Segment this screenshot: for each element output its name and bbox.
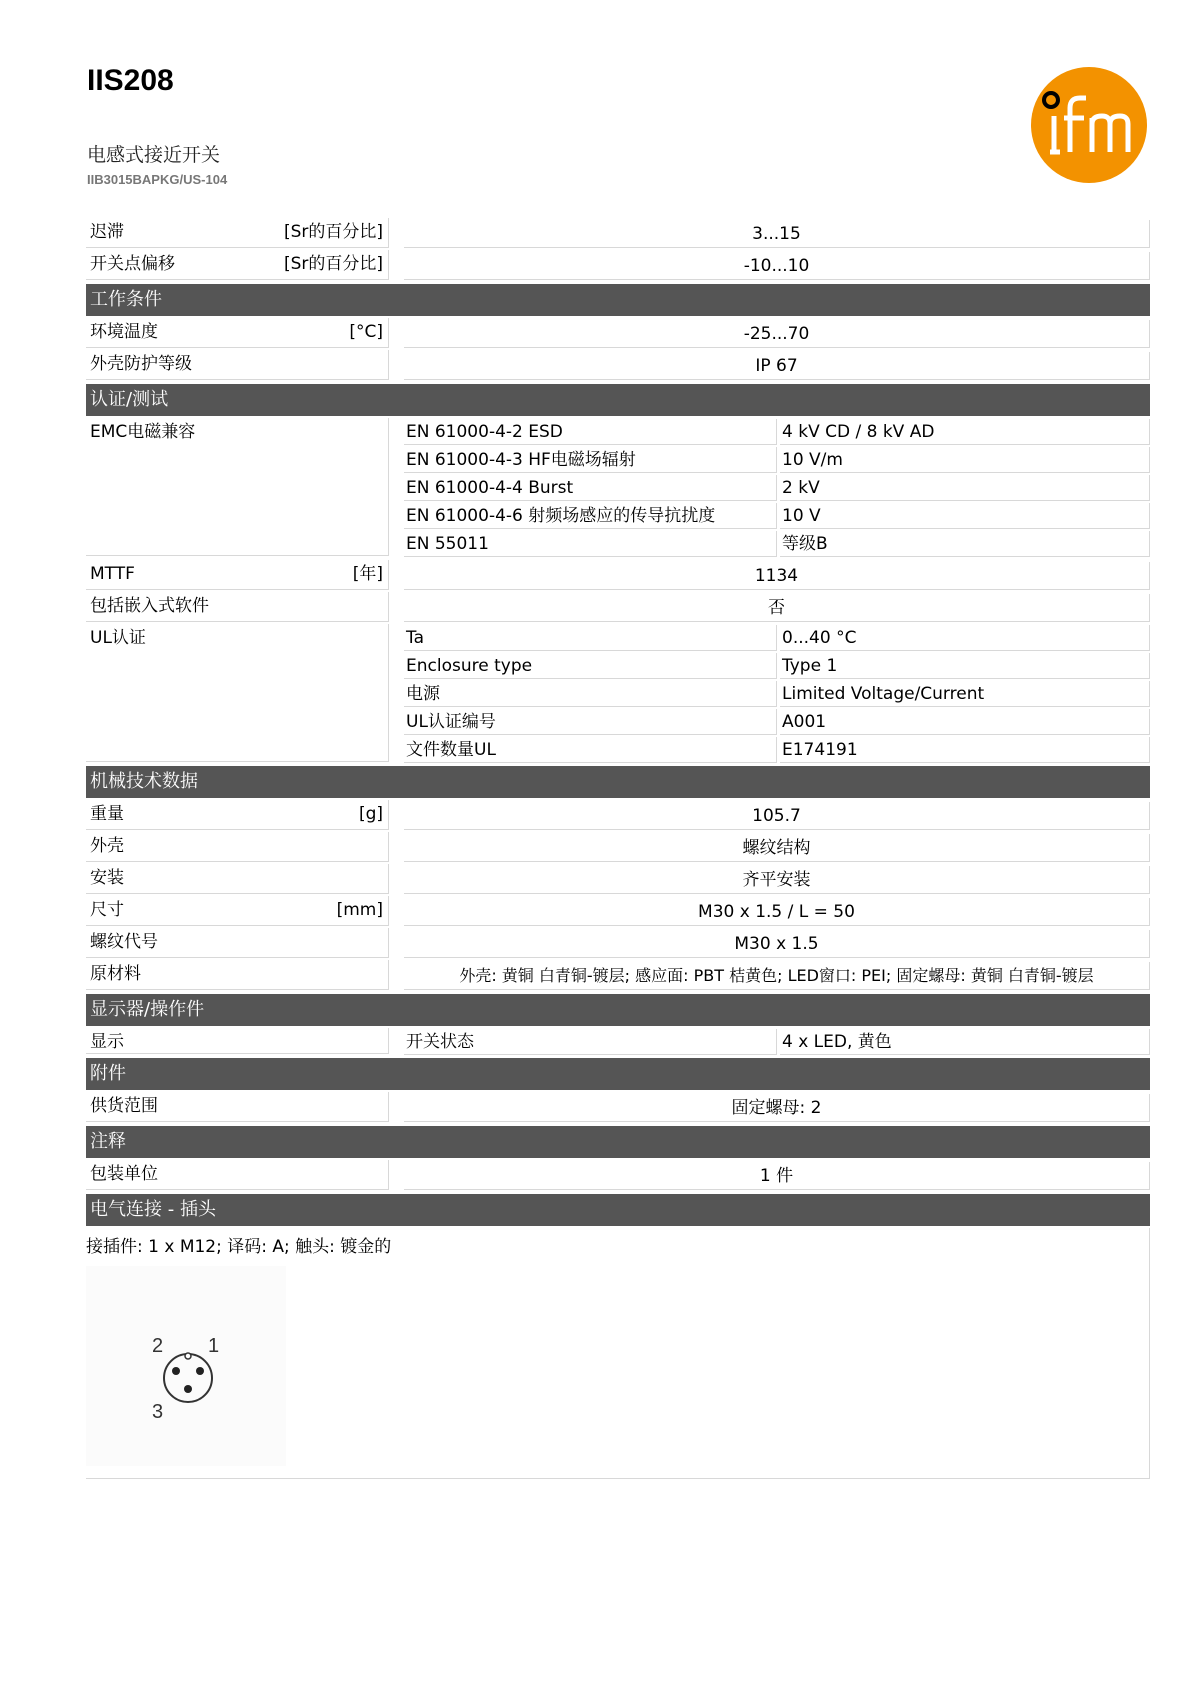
row-label: 螺纹代号 bbox=[90, 932, 158, 952]
pin-label: 3 bbox=[152, 1401, 164, 1423]
m12-connector-icon bbox=[86, 1266, 286, 1466]
sub-value: E174191 bbox=[780, 737, 1150, 763]
row-label: MTTF bbox=[90, 564, 135, 584]
sub-key: EN 61000-4-2 ESD bbox=[404, 419, 777, 445]
sub-value: 0...40 °C bbox=[780, 625, 1150, 651]
group-label: UL认证 bbox=[86, 624, 389, 762]
row-label: 外壳 bbox=[90, 836, 124, 856]
sub-row bbox=[404, 418, 1150, 446]
row-value: 否 bbox=[404, 594, 1150, 622]
row-unit: [g] bbox=[358, 804, 383, 824]
sub-row bbox=[404, 708, 1150, 736]
sub-key: EN 61000-4-4 Burst bbox=[404, 475, 777, 501]
section-remarks: 注释 bbox=[86, 1126, 1150, 1158]
group-label: EMC电磁兼容 bbox=[86, 418, 389, 556]
spec-row-scope-of-delivery bbox=[86, 1092, 1150, 1124]
row-value: M30 x 1.5 / L = 50 bbox=[404, 898, 1150, 926]
sub-key: Enclosure type bbox=[404, 653, 777, 679]
row-label: 原材料 bbox=[90, 964, 141, 984]
spec-row-packaging bbox=[86, 1160, 1150, 1192]
row-value: -25...70 bbox=[404, 320, 1150, 348]
sub-key: EN 61000-4-6 射频场感应的传导抗扰度 bbox=[404, 503, 777, 529]
spec-group-emc bbox=[86, 418, 1150, 558]
row-unit: [mm] bbox=[336, 900, 383, 920]
section-approvals: 认证/测试 bbox=[86, 384, 1150, 416]
section-electrical-connection: 电气连接 - 插头 bbox=[86, 1194, 1150, 1226]
ifm-logo bbox=[1030, 66, 1148, 184]
row-label: 包装单位 bbox=[90, 1164, 158, 1184]
spec-row-dimensions bbox=[86, 896, 1150, 928]
spec-row-embedded-software bbox=[86, 592, 1150, 624]
connection-box bbox=[86, 1228, 1150, 1479]
row-unit: [年] bbox=[352, 564, 383, 584]
row-value: 外壳: 黄铜 白青铜-镀层; 感应面: PBT 桔黄色; LED窗口: PEI; 固定螺母: 黄铜 白青铜-镀层 bbox=[404, 962, 1150, 990]
row-value: 1 件 bbox=[404, 1162, 1150, 1190]
article-number: IIB3015BAPKG/US-104 bbox=[87, 172, 228, 187]
row-value: 105.7 bbox=[404, 802, 1150, 830]
spec-row-materials bbox=[86, 960, 1150, 992]
spec-row-switch-offset bbox=[86, 250, 1150, 282]
row-value: 固定螺母: 2 bbox=[404, 1094, 1150, 1122]
sub-value: Type 1 bbox=[780, 653, 1150, 679]
product-title: IIS208 bbox=[87, 64, 174, 97]
spec-group-display bbox=[86, 1028, 1150, 1056]
sub-row bbox=[404, 1028, 1150, 1056]
sub-value: Limited Voltage/Current bbox=[780, 681, 1150, 707]
product-subtitle: 电感式接近开关 bbox=[87, 144, 221, 166]
row-label: 迟滞 bbox=[90, 222, 124, 242]
sub-row bbox=[404, 446, 1150, 474]
connector-pinout-diagram bbox=[86, 1266, 286, 1466]
sub-row bbox=[404, 680, 1150, 708]
spec-row-hysteresis bbox=[86, 218, 1150, 250]
row-unit: [Sr的百分比] bbox=[283, 222, 383, 242]
row-label: 尺寸 bbox=[90, 900, 124, 920]
row-value: 3...15 bbox=[404, 220, 1150, 248]
group-label: 显示 bbox=[86, 1028, 389, 1054]
section-accessories: 附件 bbox=[86, 1058, 1150, 1090]
sub-row bbox=[404, 624, 1150, 652]
spec-row-thread bbox=[86, 928, 1150, 960]
row-label: 开关点偏移 bbox=[90, 254, 175, 274]
row-unit: [Sr的百分比] bbox=[283, 254, 383, 274]
spec-row-weight bbox=[86, 800, 1150, 832]
row-label: 重量 bbox=[90, 804, 124, 824]
sub-key: 文件数量UL bbox=[404, 737, 777, 763]
spec-row-mttf bbox=[86, 560, 1150, 592]
sub-key: Ta bbox=[404, 625, 777, 651]
row-label: 供货范围 bbox=[90, 1096, 158, 1116]
pin-label: 2 bbox=[152, 1335, 164, 1357]
section-display: 显示器/操作件 bbox=[86, 994, 1150, 1026]
row-value: -10...10 bbox=[404, 252, 1150, 280]
sub-row bbox=[404, 530, 1150, 558]
sub-value: 等级B bbox=[780, 531, 1150, 557]
row-label: 包括嵌入式软件 bbox=[90, 596, 209, 616]
section-mechanical: 机械技术数据 bbox=[86, 766, 1150, 798]
sub-value: 10 V bbox=[780, 503, 1150, 529]
row-label: 环境温度 bbox=[90, 322, 158, 342]
spec-table bbox=[86, 218, 1150, 1479]
sub-value: 2 kV bbox=[780, 475, 1150, 501]
row-value: M30 x 1.5 bbox=[404, 930, 1150, 958]
sub-row bbox=[404, 652, 1150, 680]
spec-row-protection bbox=[86, 350, 1150, 382]
sub-value: A001 bbox=[780, 709, 1150, 735]
spec-group-ul bbox=[86, 624, 1150, 764]
row-value: IP 67 bbox=[404, 352, 1150, 380]
row-value: 1134 bbox=[404, 562, 1150, 590]
spec-row-housing bbox=[86, 832, 1150, 864]
sub-row bbox=[404, 736, 1150, 764]
row-value: 齐平安装 bbox=[404, 866, 1150, 894]
spec-row-ambient-temp bbox=[86, 318, 1150, 350]
sub-value: 4 x LED, 黄色 bbox=[780, 1029, 1150, 1055]
row-unit: [°C] bbox=[349, 322, 383, 342]
sub-key: 电源 bbox=[404, 681, 777, 707]
pin-label: 1 bbox=[208, 1335, 220, 1357]
sub-key: EN 55011 bbox=[404, 531, 777, 557]
sub-key: UL认证编号 bbox=[404, 709, 777, 735]
sub-key: 开关状态 bbox=[404, 1029, 777, 1055]
connection-description: 接插件: 1 x M12; 译码: A; 触头: 镀金的 bbox=[86, 1237, 392, 1257]
row-label: 外壳防护等级 bbox=[90, 354, 192, 374]
spec-row-mounting bbox=[86, 864, 1150, 896]
sub-value: 4 kV CD / 8 kV AD bbox=[780, 419, 1150, 445]
sub-row bbox=[404, 474, 1150, 502]
sub-value: 10 V/m bbox=[780, 447, 1150, 473]
section-operating-conditions: 工作条件 bbox=[86, 284, 1150, 316]
sub-row bbox=[404, 502, 1150, 530]
row-label: 安装 bbox=[90, 868, 124, 888]
sub-key: EN 61000-4-3 HF电磁场辐射 bbox=[404, 447, 777, 473]
row-value: 螺纹结构 bbox=[404, 834, 1150, 862]
